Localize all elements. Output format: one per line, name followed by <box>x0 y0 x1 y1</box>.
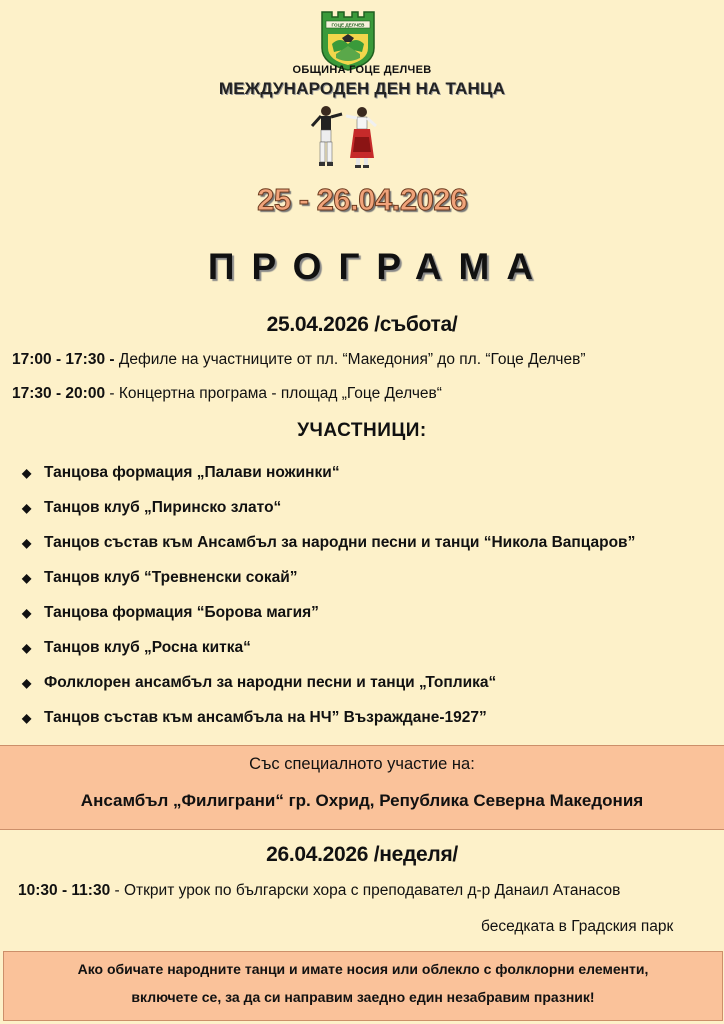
participant-name: Танцов състав към ансамбъла на НЧ” Възраждане-1927” <box>44 709 487 726</box>
diamond-bullet-icon: ◆ <box>22 466 32 480</box>
folk-dancers-illustration <box>304 104 388 172</box>
programme-heading: ПРОГРАМА <box>207 246 551 287</box>
municipality-name: ОБЩИНА ГОЦЕ ДЕЛЧЕВ <box>292 64 432 76</box>
participant-name: Танцова формация „Палави ножинки“ <box>44 464 340 481</box>
participant-item <box>22 534 635 552</box>
schedule-time: 10:30 - 11:30 <box>18 882 111 899</box>
participant-name: Фолклорен ансамбъл за народни песни и танци „Топлика“ <box>44 674 497 691</box>
participant-item <box>22 674 496 692</box>
schedule-time: 17:00 - 17:30 - <box>12 351 115 368</box>
crest-text: ГОЦЕ ДЕЛЧЕВ <box>331 22 365 28</box>
day1-date-heading: 25.04.2026 /събота/ <box>266 313 458 336</box>
participants-heading: УЧАСТНИЦИ: <box>297 420 427 441</box>
diamond-bullet-icon: ◆ <box>22 536 32 550</box>
participant-name: Танцов клуб “Тревненски сокай” <box>44 569 298 586</box>
invitation-line: включете се, за да си направим заедно един незабравим празник! <box>131 989 595 1005</box>
diamond-bullet-icon: ◆ <box>22 501 32 515</box>
participant-item <box>22 709 487 727</box>
municipality-crest-logo <box>318 8 378 72</box>
special-guest-name: Ансамбъл „Филиграни“ гр. Охрид, Република Северна Македония <box>80 791 644 810</box>
event-title: МЕЖДУНАРОДЕН ДЕН НА ТАНЦА <box>218 79 506 98</box>
schedule-description: Дефиле на участниците от пл. “Македония” до пл. “Гоце Делчев” <box>114 351 586 368</box>
participant-name: Танцов клуб „Пиринско злато“ <box>44 499 282 516</box>
schedule-description: - Концертна програма - площад „Гоце Делчев“ <box>105 385 442 402</box>
participant-name: Танцов клуб „Росна китка“ <box>44 639 251 656</box>
diamond-bullet-icon: ◆ <box>22 641 32 655</box>
schedule-row <box>12 385 442 403</box>
schedule-description: - Открит урок по български хора с преподавател д-р Данаил Атанасов <box>110 882 621 899</box>
invitation-band <box>3 951 723 1021</box>
schedule-row <box>12 351 586 369</box>
schedule-row <box>18 882 620 900</box>
participant-name: Танцов състав към Ансамбъл за народни песни и танци “Никола Вапцаров” <box>44 534 636 551</box>
participant-item <box>22 499 281 517</box>
diamond-bullet-icon: ◆ <box>22 711 32 725</box>
schedule-venue: беседката в Градския парк <box>481 918 674 935</box>
participant-name: Танцова формация “Борова магия” <box>44 604 319 621</box>
participant-item <box>22 604 319 622</box>
invitation-line: Ако обичате народните танци и имате носия или облекло с фолклорни елементи, <box>77 961 649 977</box>
special-guest-intro: Със специалното участие на: <box>249 755 475 773</box>
diamond-bullet-icon: ◆ <box>22 571 32 585</box>
participant-item <box>22 639 251 657</box>
diamond-bullet-icon: ◆ <box>22 606 32 620</box>
diamond-bullet-icon: ◆ <box>22 676 32 690</box>
event-date-range: 25 - 26.04.2026 <box>257 182 467 217</box>
participant-item <box>22 569 298 587</box>
schedule-time: 17:30 - 20:00 <box>12 385 106 402</box>
participant-item <box>22 464 340 482</box>
day2-date-heading: 26.04.2026 /неделя/ <box>266 843 458 866</box>
special-guest-band <box>0 745 724 830</box>
